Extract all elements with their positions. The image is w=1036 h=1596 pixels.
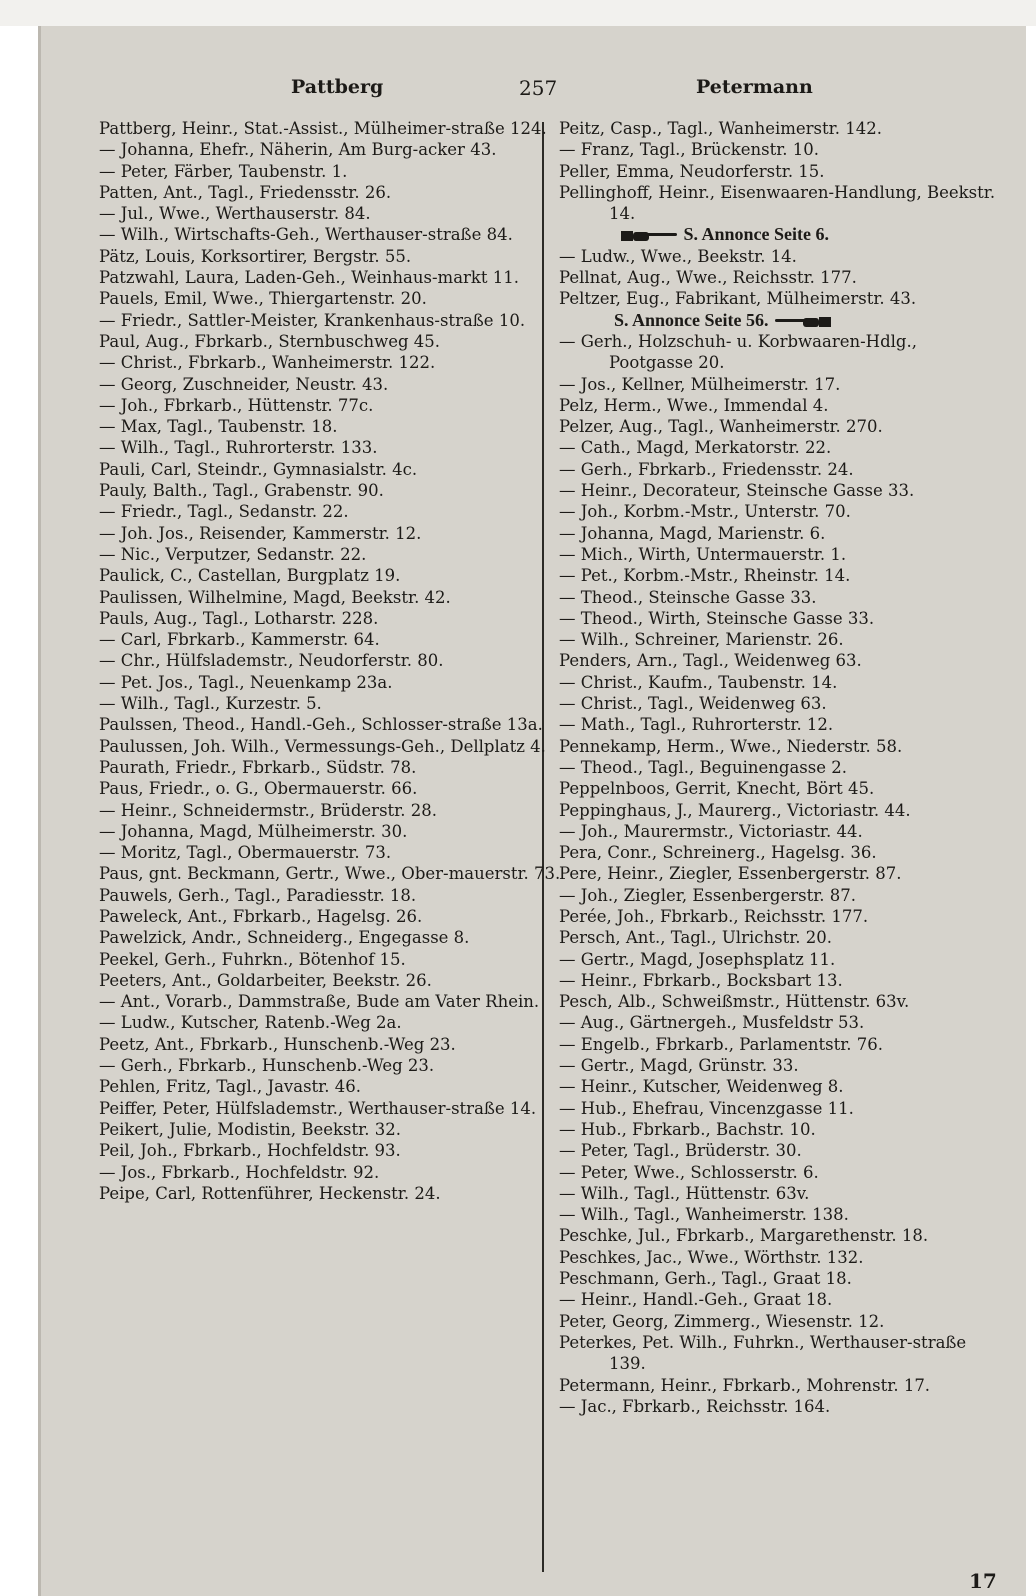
directory-entry: — Jos., Fbrkarb., Hochfeldstr. 92. bbox=[99, 1162, 380, 1182]
directory-entry: Peter, Georg, Zimmerg., Wiesenstr. 12. bbox=[559, 1311, 885, 1331]
directory-entry: Paus, Friedr., o. G., Obermauerstr. 66. bbox=[99, 779, 418, 799]
directory-entry: Paulssen, Theod., Handl.-Geh., Schlosser-straße 13a. bbox=[99, 715, 543, 735]
directory-entry: — Max, Tagl., Taubenstr. 18. bbox=[99, 417, 338, 437]
directory-entry: — Aug., Gärtnergeh., Musfeldstr 53. bbox=[559, 1013, 865, 1033]
directory-entry: Peschke, Jul., Fbrkarb., Margarethenstr. 18. bbox=[559, 1226, 929, 1246]
advertisement-reference: S. Annonce Seite 56. bbox=[559, 310, 999, 331]
directory-entry: — Theod., Tagl., Beguinengasse 2. bbox=[559, 757, 847, 777]
directory-entry: Paus, gnt. Beckmann, Gertr., Wwe., Ober-mauerstr. 73. bbox=[99, 864, 561, 884]
directory-entry: — Joh., Ziegler, Essenbergerstr. 87. bbox=[559, 885, 857, 905]
directory-entry: Persch, Ant., Tagl., Ulrichstr. 20. bbox=[559, 928, 832, 948]
page-header bbox=[41, 76, 1026, 106]
directory-entry: Peschkes, Jac., Wwe., Wörthstr. 132. bbox=[559, 1247, 864, 1267]
directory-entry: Peil, Joh., Fbrkarb., Hochfeldstr. 93. bbox=[99, 1141, 401, 1161]
advertisement-reference: S. Annonce Seite 6. bbox=[559, 224, 999, 245]
directory-entry: Peller, Emma, Neudorferstr. 15. bbox=[559, 161, 825, 181]
directory-entry: — Ludw., Wwe., Beekstr. 14. bbox=[559, 246, 797, 266]
directory-entry: — Peter, Tagl., Brüderstr. 30. bbox=[559, 1141, 802, 1161]
directory-entry: — Heinr., Decorateur, Steinsche Gasse 33. bbox=[559, 481, 915, 501]
directory-entry: — Nic., Verputzer, Sedanstr. 22. bbox=[99, 544, 367, 564]
directory-entry: — Wilh., Tagl., Kurzestr. 5. bbox=[99, 694, 322, 714]
directory-entry: — Joh. Jos., Reisender, Kammerstr. 12. bbox=[99, 523, 422, 543]
pointing-hand-icon bbox=[619, 229, 679, 243]
directory-entry: — Pet., Korbm.-Mstr., Rheinstr. 14. bbox=[559, 566, 851, 586]
directory-entry: — Christ., Fbrkarb., Wanheimerstr. 122. bbox=[99, 353, 436, 373]
directory-entry: — Mich., Wirth, Untermauerstr. 1. bbox=[559, 544, 847, 564]
directory-entry: — Gertr., Magd, Grünstr. 33. bbox=[559, 1056, 799, 1076]
header-last-name: Petermann bbox=[696, 76, 813, 98]
directory-entry: — Ant., Vorarb., Dammstraße, Bude am Vater Rhein. bbox=[99, 992, 540, 1012]
directory-entry: Pellnat, Aug., Wwe., Reichsstr. 177. bbox=[559, 268, 857, 288]
directory-entry: — Theod., Wirth, Steinsche Gasse 33. bbox=[559, 608, 875, 628]
right-column bbox=[559, 118, 999, 1417]
sheet-signature: 17 bbox=[969, 1569, 997, 1593]
directory-entry: Pere, Heinr., Ziegler, Essenbergerstr. 87. bbox=[559, 864, 902, 884]
directory-entry: — Wilh., Tagl., Hüttenstr. 63v. bbox=[559, 1183, 810, 1203]
directory-entry: — Gerh., Fbrkarb., Friedensstr. 24. bbox=[559, 459, 854, 479]
directory-entry: — Gerh., Holzschuh- u. Korbwaaren-Hdlg., Pootgasse 20. bbox=[559, 331, 917, 373]
directory-page bbox=[38, 26, 1026, 1596]
directory-entry: Pauly, Balth., Tagl., Grabenstr. 90. bbox=[99, 481, 384, 501]
directory-entry: — Jos., Kellner, Mülheimerstr. 17. bbox=[559, 374, 841, 394]
directory-entry: Petermann, Heinr., Fbrkarb., Mohrenstr. 17. bbox=[559, 1375, 931, 1395]
directory-entry: — Jac., Fbrkarb., Reichsstr. 164. bbox=[559, 1396, 831, 1416]
directory-entry: Peltzer, Eug., Fabrikant, Mülheimerstr. 43. bbox=[559, 289, 917, 309]
directory-entry: — Johanna, Ehefr., Näherin, Am Burg-acker 43. bbox=[99, 140, 497, 160]
directory-entry: — Johanna, Magd, Mülheimerstr. 30. bbox=[99, 821, 408, 841]
directory-entry: — Ludw., Kutscher, Ratenb.-Weg 2a. bbox=[99, 1013, 402, 1033]
directory-entry: — Heinr., Fbrkarb., Bocksbart 13. bbox=[559, 970, 843, 990]
directory-entry: — Gerh., Fbrkarb., Hunschenb.-Weg 23. bbox=[99, 1056, 435, 1076]
directory-entry: — Peter, Färber, Taubenstr. 1. bbox=[99, 161, 348, 181]
directory-entry: — Hub., Fbrkarb., Bachstr. 10. bbox=[559, 1119, 816, 1139]
directory-entry: Paweleck, Ant., Fbrkarb., Hagelsg. 26. bbox=[99, 906, 423, 926]
directory-entry: — Pet. Jos., Tagl., Neuenkamp 23a. bbox=[99, 672, 393, 692]
directory-entry: Pawelzick, Andr., Schneiderg., Engegasse 8. bbox=[99, 928, 470, 948]
directory-entry: Patzwahl, Laura, Laden-Geh., Weinhaus-markt 11. bbox=[99, 268, 520, 288]
directory-entry: Pauels, Emil, Wwe., Thiergartenstr. 20. bbox=[99, 289, 427, 309]
directory-entry: Paulissen, Wilhelmine, Magd, Beekstr. 42. bbox=[99, 587, 451, 607]
directory-entry: Peekel, Gerh., Fuhrkn., Bötenhof 15. bbox=[99, 949, 406, 969]
directory-entry: — Jul., Wwe., Werthauserstr. 84. bbox=[99, 204, 371, 224]
directory-entry: — Hub., Ehefrau, Vincenzgasse 11. bbox=[559, 1098, 854, 1118]
directory-entry: Pauwels, Gerh., Tagl., Paradiesstr. 18. bbox=[99, 885, 417, 905]
directory-entry: Pesch, Alb., Schweißmstr., Hüttenstr. 63v. bbox=[559, 992, 910, 1012]
directory-entry: Pätz, Louis, Korksortirer, Bergstr. 55. bbox=[99, 246, 412, 266]
directory-entry: Peiffer, Peter, Hülfslademstr., Werthauser-straße 14. bbox=[99, 1098, 537, 1118]
header-first-name: Pattberg bbox=[291, 76, 384, 98]
directory-entry: Pauli, Carl, Steindr., Gymnasialstr. 4c. bbox=[99, 459, 418, 479]
directory-entry: — Christ., Kaufm., Taubenstr. 14. bbox=[559, 672, 838, 692]
directory-entry: — Moritz, Tagl., Obermauerstr. 73. bbox=[99, 843, 392, 863]
left-column bbox=[99, 118, 577, 1204]
directory-entry: Peppinghaus, J., Maurerg., Victoriastr. 44. bbox=[559, 800, 911, 820]
directory-entry: — Joh., Maurermstr., Victoriastr. 44. bbox=[559, 821, 863, 841]
directory-entry: — Engelb., Fbrkarb., Parlamentstr. 76. bbox=[559, 1034, 884, 1054]
page-number: 257 bbox=[519, 76, 558, 100]
directory-entry: Paurath, Friedr., Fbrkarb., Südstr. 78. bbox=[99, 757, 417, 777]
directory-entry: — Heinr., Handl.-Geh., Graat 18. bbox=[559, 1290, 833, 1310]
directory-entry: Pennekamp, Herm., Wwe., Niederstr. 58. bbox=[559, 736, 903, 756]
directory-entry: — Wilh., Tagl., Wanheimerstr. 138. bbox=[559, 1205, 849, 1225]
directory-entry: Peikert, Julie, Modistin, Beekstr. 32. bbox=[99, 1119, 401, 1139]
directory-entry: Peetz, Ant., Fbrkarb., Hunschenb.-Weg 23. bbox=[99, 1034, 456, 1054]
directory-entry: Peeters, Ant., Goldarbeiter, Beekstr. 26. bbox=[99, 970, 432, 990]
directory-entry: — Peter, Wwe., Schlosserstr. 6. bbox=[559, 1162, 819, 1182]
directory-entry: Pehlen, Fritz, Tagl., Javastr. 46. bbox=[99, 1077, 361, 1097]
directory-entry: Pera, Conr., Schreinerg., Hagelsg. 36. bbox=[559, 843, 877, 863]
directory-entry: Peterkes, Pet. Wilh., Fuhrkn., Werthauser-straße 139. bbox=[559, 1332, 967, 1374]
directory-entry: Paulussen, Joh. Wilh., Vermessungs-Geh., Dellplatz 4. bbox=[99, 736, 546, 756]
directory-entry: Paulick, C., Castellan, Burgplatz 19. bbox=[99, 566, 401, 586]
directory-entry: Peipe, Carl, Rottenführer, Heckenstr. 24. bbox=[99, 1183, 441, 1203]
directory-entry: — Johanna, Magd, Marienstr. 6. bbox=[559, 523, 826, 543]
directory-entry: Peschmann, Gerh., Tagl., Graat 18. bbox=[559, 1269, 852, 1289]
directory-entry: Pelz, Herm., Wwe., Immendal 4. bbox=[559, 395, 829, 415]
directory-entry: Paul, Aug., Fbrkarb., Sternbuschweg 45. bbox=[99, 331, 441, 351]
scan-border bbox=[0, 0, 1036, 26]
directory-entry: Pauls, Aug., Tagl., Lotharstr. 228. bbox=[99, 608, 379, 628]
directory-entry: — Friedr., Tagl., Sedanstr. 22. bbox=[99, 502, 349, 522]
directory-entry: — Theod., Steinsche Gasse 33. bbox=[559, 587, 817, 607]
directory-entry: — Joh., Korbm.-Mstr., Unterstr. 70. bbox=[559, 502, 851, 522]
directory-entry: — Georg, Zuschneider, Neustr. 43. bbox=[99, 374, 389, 394]
directory-entry: — Heinr., Schneidermstr., Brüderstr. 28. bbox=[99, 800, 437, 820]
directory-entry: Penders, Arn., Tagl., Weidenweg 63. bbox=[559, 651, 862, 671]
directory-entry: Pelzer, Aug., Tagl., Wanheimerstr. 270. bbox=[559, 417, 883, 437]
pointing-hand-icon bbox=[773, 315, 833, 329]
directory-entry: — Chr., Hülfslademstr., Neudorferstr. 80. bbox=[99, 651, 444, 671]
directory-entry: Patten, Ant., Tagl., Friedensstr. 26. bbox=[99, 182, 392, 202]
directory-entry: — Carl, Fbrkarb., Kammerstr. 64. bbox=[99, 630, 380, 650]
directory-entry: — Friedr., Sattler-Meister, Krankenhaus-straße 10. bbox=[99, 310, 526, 330]
directory-entry: — Wilh., Wirtschafts-Geh., Werthauser-straße 84. bbox=[99, 225, 513, 245]
directory-entry: — Joh., Fbrkarb., Hüttenstr. 77c. bbox=[99, 395, 374, 415]
directory-entry: Pattberg, Heinr., Stat.-Assist., Mülheimer-straße 124. bbox=[99, 119, 547, 138]
directory-entry: — Franz, Tagl., Brückenstr. 10. bbox=[559, 140, 820, 160]
directory-entry: Peppelnboos, Gerrit, Knecht, Bört 45. bbox=[559, 779, 875, 799]
directory-entry: — Christ., Tagl., Weidenweg 63. bbox=[559, 694, 827, 714]
directory-entry: — Wilh., Tagl., Ruhrorterstr. 133. bbox=[99, 438, 378, 458]
directory-entry: Peitz, Casp., Tagl., Wanheimerstr. 142. bbox=[559, 119, 882, 138]
directory-entry: — Gertr., Magd, Josephsplatz 11. bbox=[559, 949, 836, 969]
directory-entry: — Heinr., Kutscher, Weidenweg 8. bbox=[559, 1077, 844, 1097]
directory-entry: — Math., Tagl., Ruhrorterstr. 12. bbox=[559, 715, 834, 735]
directory-entry: Pellinghoff, Heinr., Eisenwaaren-Handlung, Beekstr. 14. bbox=[559, 182, 996, 224]
directory-entry: — Cath., Magd, Merkatorstr. 22. bbox=[559, 438, 832, 458]
directory-entry: Perée, Joh., Fbrkarb., Reichsstr. 177. bbox=[559, 906, 869, 926]
directory-entry: — Wilh., Schreiner, Marienstr. 26. bbox=[559, 630, 844, 650]
